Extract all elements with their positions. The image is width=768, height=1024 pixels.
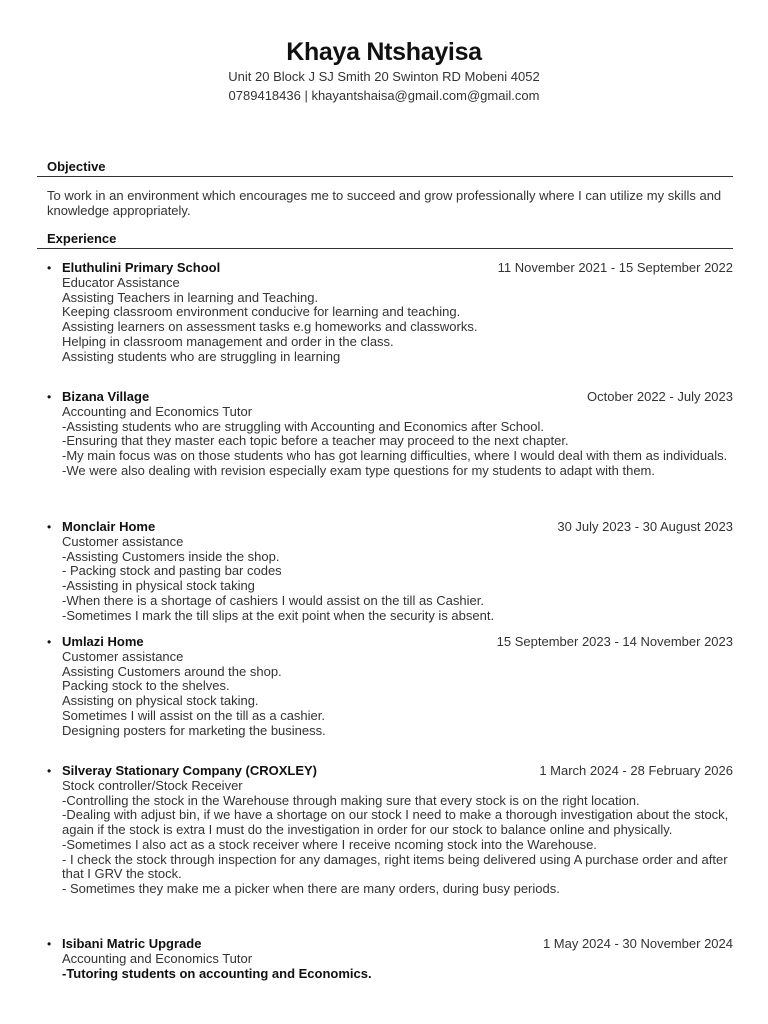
- job-dates: 15 September 2023 - 14 November 2023: [496, 634, 733, 649]
- bullet-icon: •: [47, 261, 52, 275]
- job-entry: [47, 937, 733, 981]
- company-name: Umlazi Home: [62, 634, 144, 649]
- job-dates: 1 May 2024 - 30 November 2024: [542, 936, 733, 951]
- company-name: Bizana Village: [62, 389, 150, 404]
- job-entry: [47, 635, 733, 738]
- bullet-icon: •: [47, 635, 52, 649]
- bullet-icon: •: [47, 390, 52, 404]
- job-entry: [47, 261, 733, 364]
- job-dates: 30 July 2023 - 30 August 2023: [557, 519, 733, 534]
- bullet-icon: •: [47, 764, 52, 778]
- objective-text: To work in an environment which encourages me to succeed and grow professionally where I can utilize my skills and knowledge appropriately.: [47, 188, 722, 218]
- company-name: Silveray Stationary Company (CROXLEY): [62, 763, 318, 778]
- bullet-icon: •: [47, 937, 52, 951]
- job-dates: October 2022 - July 2023: [587, 389, 733, 404]
- job-entry: [47, 390, 733, 479]
- job-details: Stock controller/Stock Receiver -Controlling the stock in the Warehouse through making sure that every stock is on the right location. -Dealing with adjust bin, if we have a shortage on our stock I need to make a thorough investigation about the stock, again if the stock is extra I must do the investigation in order for our stock to balance online and physically. -Sometimes I also act as a stock receiver where I receive ncoming stock into the Warehouse. - I check the stock through inspection for any damages, right items being delivered using A purchase order and after that I GRV the stock. - Sometimes they make me a picker when there are many orders, during busy periods.: [62, 778, 729, 896]
- candidate-name: Khaya Ntshayisa: [286, 38, 482, 66]
- experience-divider: [37, 248, 733, 249]
- job-details: Educator Assistance Assisting Teachers in learning and Teaching. Keeping classroom environment conducive for learning and teaching. Assisting learners on assessment tasks e.g homeworks and classworks. Helping in classroom management and order in the class. Assisting students who are struggling in learning: [62, 275, 478, 364]
- company-name: Isibani Matric Upgrade: [62, 936, 202, 951]
- job-entry: [47, 764, 733, 897]
- company-name: Eluthulini Primary School: [62, 260, 221, 275]
- contact-line: 0789418436 | khayantshaisa@gmail.com@gmail.com: [228, 88, 540, 103]
- job-dates: 1 March 2024 - 28 February 2026: [539, 763, 733, 778]
- job-dates: 11 November 2021 - 15 September 2022: [497, 260, 733, 275]
- job-details: Customer assistance -Assisting Customers inside the shop. - Packing stock and pasting bar codes -Assisting in physical stock taking -When there is a shortage of cashiers I would assist on the till as Cashier. -Sometimes I mark the till slips at the exit point when the security is absent.: [62, 534, 495, 623]
- objective-divider: [37, 176, 733, 177]
- job-details-bold: -Tutoring students on accounting and Economics.: [62, 965, 372, 981]
- job-details: Accounting and Economics Tutor -Assisting students who are struggling with Accounting and Economics after School. -Ensuring that they master each topic before a teacher may proceed to the next chapter. -My main focus was on those students who has got learning difficulties, where I would deal with them as individuals. -We were also dealing with revision especially exam type questions for my students to adapt with them.: [62, 404, 728, 478]
- objective-heading: Objective: [47, 159, 106, 174]
- job-details: Customer assistance Assisting Customers around the shop. Packing stock to the shelves. Assisting on physical stock taking. Sometimes I will assist on the till as a cashier. Designing posters for marketing the business.: [62, 649, 326, 738]
- address: Unit 20 Block J SJ Smith 20 Swinton RD Mobeni 4052: [228, 69, 540, 84]
- experience-heading: Experience: [47, 231, 117, 246]
- bullet-icon: •: [47, 520, 52, 534]
- company-name: Monclair Home: [62, 519, 156, 534]
- job-entry: [47, 520, 733, 623]
- job-details: Accounting and Economics Tutor: [62, 951, 253, 966]
